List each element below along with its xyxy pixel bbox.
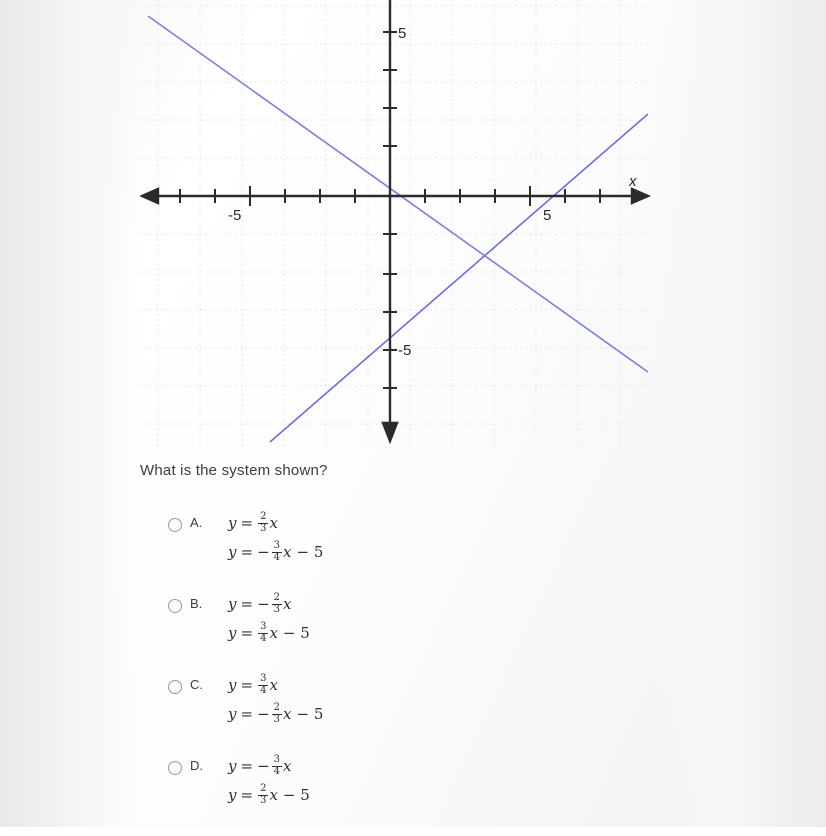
- equation-c-1-lhs: y: [228, 675, 237, 694]
- graph-line-rising: [270, 114, 648, 442]
- equation-b-2-var: x: [269, 623, 278, 642]
- radio-button-a[interactable]: [168, 518, 182, 532]
- equation-d-2-denominator: 3: [260, 794, 267, 806]
- equation-a-2-numerator: 3: [273, 540, 281, 551]
- tick-label-x-positive: 5: [543, 207, 552, 224]
- equation-a-2: [228, 541, 323, 563]
- equation-d-1: [228, 755, 310, 777]
- tick-label-x-negative: -5: [228, 207, 242, 224]
- equation-c-2-denominator: 3: [273, 713, 281, 725]
- equation-b-2-numerator: 3: [260, 621, 267, 632]
- equation-b-2-lhs: y: [228, 623, 237, 642]
- equation-b-1-var: x: [283, 594, 292, 613]
- equation-b-1-numerator: 2: [273, 592, 281, 603]
- equation-d-2: [228, 784, 310, 806]
- equation-c-2-fraction: [272, 703, 282, 725]
- answer-options-list: [168, 512, 688, 836]
- equation-d-1-numerator: 3: [273, 754, 281, 765]
- equation-b-1-eq: =: [240, 594, 254, 613]
- equation-a-1: [228, 512, 323, 534]
- answer-equations-d: [228, 755, 310, 813]
- equation-a-1-eq: =: [240, 513, 254, 532]
- equation-c-2-eq: =: [240, 704, 254, 723]
- axis-label-x: x: [629, 173, 637, 190]
- answer-option-a[interactable]: [168, 512, 688, 570]
- equation-c-2-var: x: [283, 704, 292, 723]
- answer-option-d[interactable]: [168, 755, 688, 813]
- equation-a-1-denominator: 3: [260, 522, 267, 534]
- equation-d-1-var: x: [283, 756, 292, 775]
- equation-b-1-denominator: 3: [273, 603, 281, 615]
- equation-d-1-denominator: 4: [273, 765, 281, 777]
- equation-b-2: [228, 622, 310, 644]
- equation-a-2-var: x: [283, 542, 292, 561]
- answer-letter-a: A.: [190, 515, 203, 530]
- equation-c-2-negative: −: [257, 704, 270, 723]
- equation-d-2-fraction: [258, 784, 268, 806]
- equation-b-1: [228, 593, 310, 615]
- equation-b-1-negative: −: [257, 594, 270, 613]
- equation-d-1-negative: −: [257, 756, 270, 775]
- graph-line-falling: [148, 16, 648, 372]
- equation-c-1-var: x: [269, 675, 278, 694]
- equation-c-1-eq: =: [240, 675, 254, 694]
- equation-c-1-numerator: 3: [260, 673, 267, 684]
- answer-letter-d: D.: [190, 758, 203, 773]
- radio-button-d[interactable]: [168, 761, 182, 775]
- equation-b-1-fraction: [272, 593, 282, 615]
- radio-button-b[interactable]: [168, 599, 182, 613]
- answer-option-c[interactable]: [168, 674, 688, 732]
- answer-letter-b: B.: [190, 596, 203, 611]
- equation-c-2-lhs: y: [228, 704, 237, 723]
- equation-d-2-var: x: [269, 785, 278, 804]
- tick-label-y-negative: -5: [398, 342, 412, 359]
- equation-a-2-tail: − 5: [296, 542, 324, 561]
- equation-b-1-lhs: y: [228, 594, 237, 613]
- equation-a-2-negative: −: [257, 542, 270, 561]
- equation-c-2-numerator: 2: [273, 702, 281, 713]
- tick-label-y-positive: 5: [398, 25, 407, 42]
- equation-c-2: [228, 703, 323, 725]
- equation-c-1: [228, 674, 323, 696]
- equation-a-1-fraction: [258, 512, 268, 534]
- equation-a-1-var: x: [269, 513, 278, 532]
- answer-letter-c: C.: [190, 677, 203, 692]
- coordinate-graph: [140, 0, 656, 456]
- equation-c-2-tail: − 5: [296, 704, 324, 723]
- equation-a-2-fraction: [272, 541, 282, 563]
- equation-c-1-denominator: 4: [260, 684, 267, 696]
- equation-a-2-lhs: y: [228, 542, 237, 561]
- equation-c-1-fraction: [258, 674, 268, 696]
- equation-d-2-eq: =: [240, 785, 254, 804]
- equation-b-2-fraction: [258, 622, 268, 644]
- paper-shading-left: [0, 0, 140, 827]
- equation-d-1-fraction: [272, 755, 282, 777]
- equation-d-2-numerator: 2: [260, 783, 267, 794]
- equation-d-1-eq: =: [240, 756, 254, 775]
- answer-equations-b: [228, 593, 310, 651]
- equation-d-2-tail: − 5: [282, 785, 310, 804]
- answer-equations-c: [228, 674, 323, 732]
- equation-a-2-eq: =: [240, 542, 254, 561]
- equation-a-1-numerator: 2: [260, 511, 267, 522]
- equation-d-2-lhs: y: [228, 785, 237, 804]
- question-text: What is the system shown?: [140, 462, 328, 479]
- answer-equations-a: [228, 512, 323, 570]
- radio-button-c[interactable]: [168, 680, 182, 694]
- equation-b-2-tail: − 5: [282, 623, 310, 642]
- equation-d-1-lhs: y: [228, 756, 237, 775]
- graph-gridlines: [140, 0, 650, 446]
- answer-option-b[interactable]: [168, 593, 688, 651]
- equation-b-2-eq: =: [240, 623, 254, 642]
- equation-b-2-denominator: 4: [260, 632, 267, 644]
- equation-a-2-denominator: 4: [273, 551, 281, 563]
- equation-a-1-lhs: y: [228, 513, 237, 532]
